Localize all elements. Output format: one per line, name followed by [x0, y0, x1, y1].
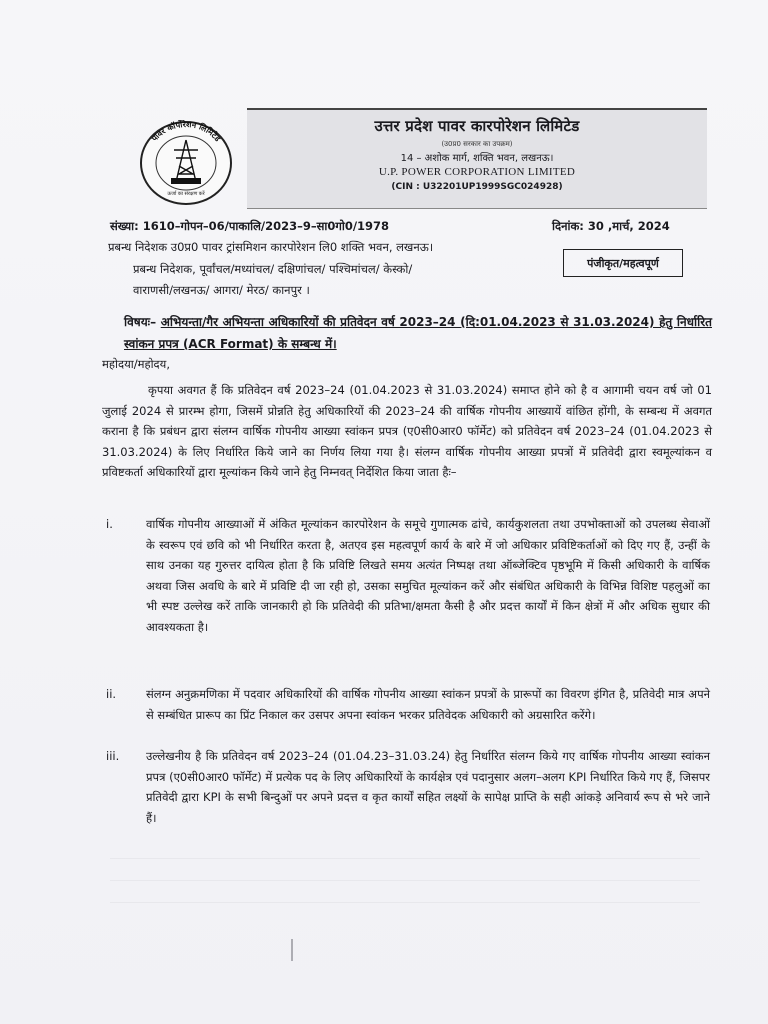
intro-paragraph: कृपया अवगत हैं कि प्रतिवेदन वर्ष 2023–24 (01.04.2023 से 31.03.2024) समाप्त होने को है व आगामी चयन वर्ष जो 01 जुलाई 2024 से प्रारम्भ होगा, जिसमें प्रोन्नति हेतु अधिकारियों की 2023–24 की वार्षिक गोपनीय आख्यायें वांछित होंगी, के सम्बन्ध में अवगत कराना है कि प्रबंधन द्वारा संलग्न वार्षिक गोपनीय आख्या स्वांकन प्रपत्र (ए0सी0आर0 फॉर्मेट) को प्रतिवेदन वर्ष 2023–24 (01.04.2023 से 31.03.2024) के लिए निर्धारित किये जाने का निर्णय लिया गया है। संलग्न वार्षिक गोपनीय आख्या प्रपत्रों में प्रतिवेदी द्वारा स्वमूल्यांकन व प्रविष्टकर्ता अधिकारियों द्वारा मूल्यांकन किये जाने हेतु निम्नवत् निर्देशित किया जाता हैः– [102, 383, 712, 480]
salutation: महोदया/महोदय, [102, 357, 170, 371]
letterhead [247, 108, 707, 209]
bleed-through-shadow [110, 902, 700, 903]
govt-undertaking-line: (उ0प्र0 सरकार का उपक्रम) [441, 140, 513, 148]
bleed-through-shadow [110, 858, 700, 859]
addressee-line-3: वाराणसी/लखनऊ/ आगरा/ मेरठ/ कानपुर । [133, 283, 310, 297]
company-seal-icon [138, 120, 234, 206]
bleed-through-shadow [110, 880, 700, 881]
registered-important-stamp: पंजीकृत/महत्वपूर्ण [563, 249, 683, 277]
subject [124, 311, 712, 355]
list-item-text: वार्षिक गोपनीय आख्याओं में अंकित मूल्यांकन कारपोरेशन के समूचे गुणात्मक ढांचे, कार्यकुशलता तथा उपभोक्ताओं को उपलब्ध सेवाओं के स्वरूप एवं छवि को भी निर्धारित करता है, अतएव इस महत्वपूर्ण कार्य के बारे में जो अधिकार प्रविष्टिकर्ताओं को दिए गए हैं, उन्हीं के साथ उनका यह गुरुत्तर दायित्व होता है कि प्रविष्टि लिखते समय अत्यंत निष्पक्ष तथा ऑब्जेक्टिव पृष्ठभूमि में किसी अधिकारी के वार्षिक अथवा जिस अवधि के बारे में प्रविष्टि दी जा रही हो, उसका समुचित मूल्यांकन करें और संबंधित अधिकारी के विभिन्न विशिष्ट पहलुओं का भी स्पष्ट उल्लेख करें ताकि जानकारी हो कि प्रतिवेदी की प्रतिभा/क्षमता कैसी है और प्रदत्त कार्यों में किन क्षेत्रों में और अधिक सुधार की आवश्यकता है। [146, 517, 710, 634]
company-name-hindi: उत्तर प्रदेश पावर कारपोरेशन लिमिटेड [374, 117, 580, 135]
logo-text-bottom: ऊर्जा का संरक्षण करें [167, 191, 205, 197]
list-item-number: iii. [106, 749, 120, 763]
list-item-text: संलग्न अनुक्रमणिका में पदवार अधिकारियों की वार्षिक गोपनीय आख्या स्वांकन प्रपत्रों के प्रारूपों का विवरण इंगित है, प्रतिवेदी मात्र अपने से सम्बंधित प्रारूप का प्रिंट निकाल कर उसपर अपना स्वांकन भरकर प्रतिवेदक अधिकारी को अग्रसारित करेंगे। [146, 687, 710, 722]
paper-mark [291, 939, 293, 961]
reference-number: संख्या: 1610–गोपन–06/पाकालि/2023–9–सा0गो0/1978 [110, 219, 390, 233]
addressee-line-1: प्रबन्ध निदेशक उ0प्र0 पावर ट्रांसमिशन कारपोरेशन लि0 शक्ति भवन, लखनऊ। [108, 240, 434, 254]
company-address: 14 – अशोक मार्ग, शक्ति भवन, लखनऊ। [400, 153, 554, 164]
list-item-number: ii. [106, 687, 117, 701]
subject-prefix: विषयः– [124, 315, 157, 329]
company-logo [138, 120, 234, 206]
company-name-english: U.P. POWER CORPORATION LIMITED [378, 166, 576, 178]
subject-text: अभियन्ता/गैर अभियन्ता अधिकारियों की प्रतिवेदन वर्ष 2023–24 (दि:01.04.2023 से 31.03.2024) हेतु निर्धारित स्वांकन प्रपत्र (ACR Format) के सम्बन्ध में। [124, 315, 712, 351]
list-item-text: उल्लेखनीय है कि प्रतिवेदन वर्ष 2023–24 (01.04.23–31.03.24) हेतु निर्धारित संलग्न किये गए वार्षिक गोपनीय आख्या स्वांकन प्रपत्र (ए0सी0आर0 फॉर्मेट) में प्रत्येक पद के लिए अधिकारियों के कार्यक्षेत्र एवं पदानुसार अलग–अलग KPI निर्धारित किये गए हैं, जिसपर प्रतिवेदी द्वारा KPI के सभी बिन्दुओं पर अपने प्रदत्त व कृत कार्यों सहित लक्ष्यों के सापेक्ष प्राप्ति के सही आंकड़े अनिवार्य रूप से भरे जाने हैं। [146, 749, 710, 825]
addressee-line-2: प्रबन्ध निदेशक, पूर्वांचल/मध्यांचल/ दक्षिणांचल/ पश्चिमांचल/ केस्को/ [133, 262, 413, 276]
letter-date: दिनांक: 30 ,मार्च, 2024 [552, 219, 670, 233]
list-item-number: i. [106, 517, 113, 531]
company-cin: (CIN : U32201UP1999SGC024928) [391, 182, 563, 192]
logo-text-top: पावर कॉर्पोरेशन लिमिटेड [149, 120, 223, 144]
